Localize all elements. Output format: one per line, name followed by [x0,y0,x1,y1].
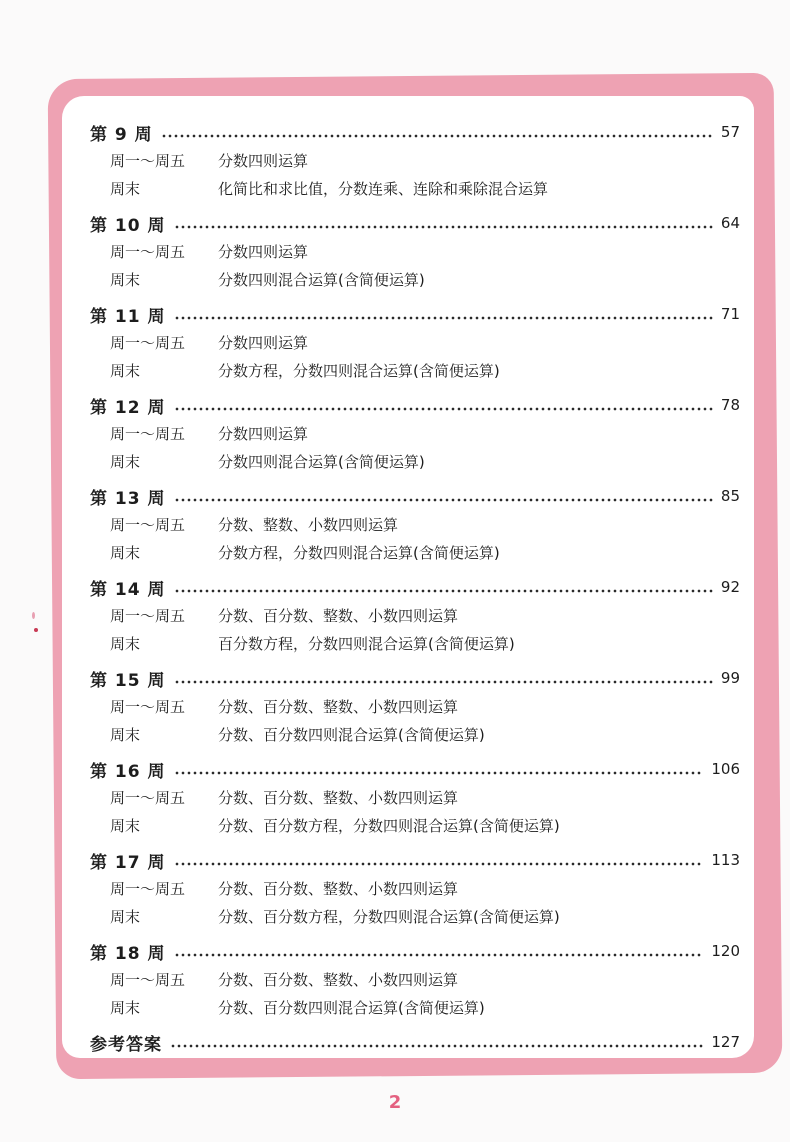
toc-answers [90,1028,740,1058]
toc-week-18 [90,937,740,1027]
subentry-label: 周末 [110,179,141,198]
toc-subentry-weekday [110,967,458,991]
subentry-text: 化简比和求比值，分数连乘、连除和乘除混合运算 [218,179,549,198]
page-reference: 99 [720,669,740,687]
toc-week-15 [90,664,740,754]
subentry-text: 分数、百分数方程，分数四则混合运算(含简便运算) [218,816,560,835]
week-title: 第 11 周 [90,306,166,327]
subentry-text: 分数、百分数、整数、小数四则运算 [218,697,459,716]
subentry-label: 周一～周五 [110,697,186,716]
subentry-text: 分数四则混合运算(含简便运算) [218,452,425,471]
subentry-label: 周末 [110,998,141,1017]
toc-entry-heading[interactable] [90,391,740,419]
week-title: 第 9 周 [90,124,153,145]
subentry-label: 周末 [110,634,141,653]
subentry-text: 分数、百分数四则混合运算(含简便运算) [218,725,485,744]
toc-subentry-weekday [110,421,308,445]
week-title: 第 18 周 [90,943,166,964]
week-title: 第 12 周 [90,397,166,418]
subentry-text: 分数方程，分数四则混合运算(含简便运算) [218,361,500,380]
dot-leader [174,225,713,229]
dot-leader [174,953,704,957]
page-reference: 120 [711,942,740,960]
dot-leader [174,407,713,411]
toc-week-13 [90,482,740,572]
toc-subentry-weekday [110,603,458,627]
week-title: 第 15 周 [90,670,166,691]
page-reference: 64 [720,214,740,232]
toc-subentry-weekday [110,785,458,809]
page-reference: 127 [711,1033,740,1051]
toc-week-16 [90,755,740,845]
page-reference: 85 [720,487,740,505]
dot-leader [170,1044,703,1048]
dot-leader [174,316,713,320]
toc-subentry-weekend [110,176,548,200]
subentry-label: 周末 [110,270,141,289]
toc-subentry-weekday [110,330,308,354]
subentry-text: 百分数方程，分数四则混合运算(含简便运算) [218,634,515,653]
answers-title: 参考答案 [90,1034,162,1055]
subentry-label: 周末 [110,452,141,471]
toc-subentry-weekend [110,358,500,382]
toc-subentry-weekend [110,813,560,837]
toc-subentry-weekend [110,540,500,564]
week-title: 第 13 周 [90,488,166,509]
toc-subentry-weekday [110,239,308,263]
toc-entry-heading[interactable] [90,846,740,874]
subentry-label: 周一～周五 [110,424,186,443]
page-reference: 71 [720,305,740,323]
subentry-label: 周末 [110,907,141,926]
subentry-text: 分数四则运算 [218,242,309,261]
subentry-label: 周末 [110,725,141,744]
page-number: 2 [388,1092,402,1113]
subentry-label: 周一～周五 [110,788,186,807]
subentry-text: 分数、百分数、整数、小数四则运算 [218,606,459,625]
toc-week-14 [90,573,740,663]
toc-subentry-weekend [110,995,485,1019]
toc-entry-heading[interactable] [90,573,740,601]
dot-leader [174,498,713,502]
page-reference: 57 [720,123,740,141]
subentry-text: 分数、百分数、整数、小数四则运算 [218,788,459,807]
week-title: 第 10 周 [90,215,166,236]
subentry-label: 周末 [110,543,141,562]
subentry-label: 周一～周五 [110,333,186,352]
subentry-label: 周一～周五 [110,151,186,170]
toc-week-10 [90,209,740,299]
subentry-label: 周一～周五 [110,879,186,898]
toc-week-12 [90,391,740,481]
toc-entry-heading[interactable] [90,118,740,146]
subentry-text: 分数四则混合运算(含简便运算) [218,270,425,289]
toc-week-17 [90,846,740,936]
toc-subentry-weekday [110,148,308,172]
dot-leader [161,134,713,138]
toc-entry-heading[interactable] [90,664,740,692]
page-reference: 92 [720,578,740,596]
toc-subentry-weekend [110,267,425,291]
dot-leader [174,771,704,775]
page-reference: 106 [711,760,740,778]
subentry-text: 分数、百分数方程，分数四则混合运算(含简便运算) [218,907,560,926]
toc-subentry-weekday [110,512,398,536]
page-reference: 113 [711,851,740,869]
dot-leader [174,862,704,866]
subentry-label: 周末 [110,361,141,380]
toc-subentry-weekend [110,631,515,655]
subentry-label: 周一～周五 [110,242,186,261]
subentry-label: 周一～周五 [110,606,186,625]
toc-week-9 [90,118,740,208]
toc-entry-heading[interactable] [90,755,740,783]
subentry-text: 分数、百分数四则混合运算(含简便运算) [218,998,485,1017]
subentry-text: 分数、整数、小数四则运算 [218,515,399,534]
toc-subentry-weekday [110,876,458,900]
toc-week-11 [90,300,740,390]
subentry-label: 周末 [110,816,141,835]
subentry-text: 分数、百分数、整数、小数四则运算 [218,970,459,989]
dot-leader [174,680,713,684]
toc-subentry-weekday [110,694,458,718]
toc-entry-heading[interactable] [90,937,740,965]
subentry-label: 周一～周五 [110,515,186,534]
toc-entry-heading[interactable] [90,209,740,237]
toc-subentry-weekend [110,722,485,746]
subentry-label: 周一～周五 [110,970,186,989]
subentry-text: 分数四则运算 [218,424,309,443]
toc-subentry-weekend [110,904,560,928]
week-title: 第 16 周 [90,761,166,782]
dot-leader [174,589,713,593]
week-title: 第 17 周 [90,852,166,873]
toc-entry-heading[interactable] [90,300,740,328]
subentry-text: 分数、百分数、整数、小数四则运算 [218,879,459,898]
week-title: 第 14 周 [90,579,166,600]
subentry-text: 分数方程，分数四则混合运算(含简便运算) [218,543,500,562]
subentry-text: 分数四则运算 [218,333,309,352]
page-reference: 78 [720,396,740,414]
toc-entry-heading[interactable] [90,482,740,510]
toc-entry-heading[interactable] [90,1028,740,1056]
toc-subentry-weekend [110,449,425,473]
subentry-text: 分数四则运算 [218,151,309,170]
